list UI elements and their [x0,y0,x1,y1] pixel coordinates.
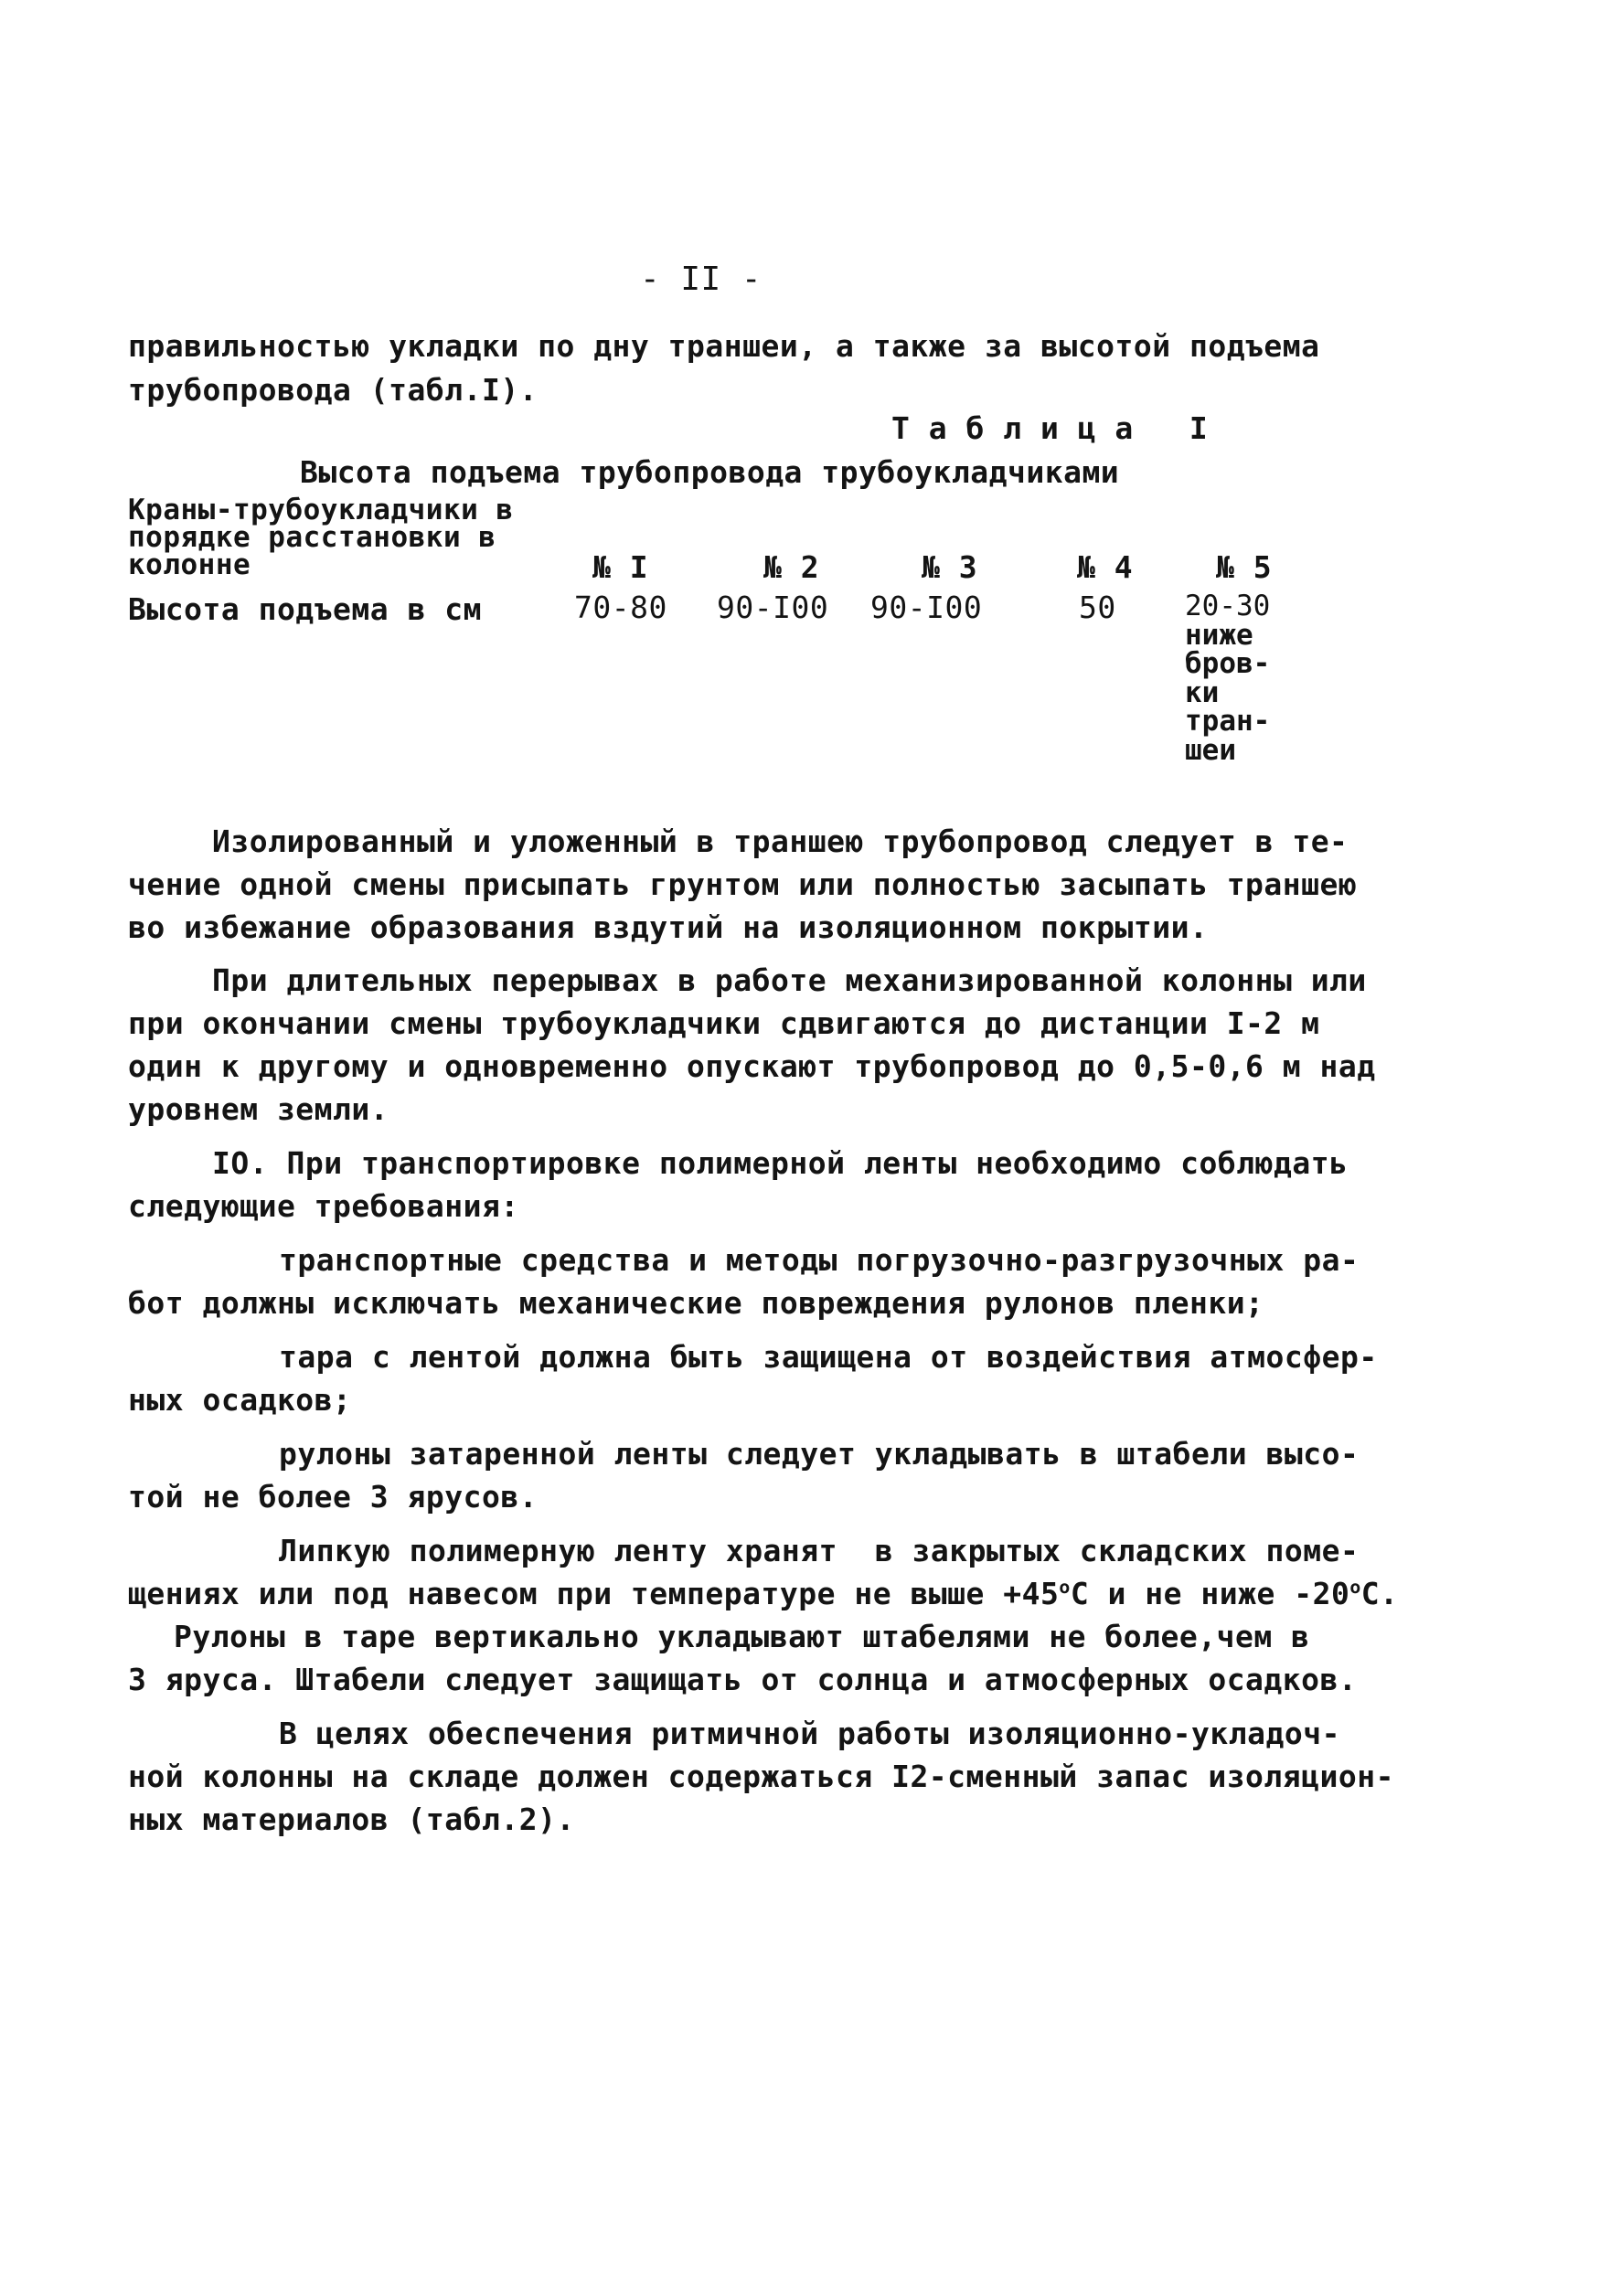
p4-line-2: бот должны исключать механические повреждения рулонов пленки; [128,1285,1264,1321]
value-col-5: 20-30 [1185,590,1271,622]
p7-line-4: 3 яруса. Штабели следует защищать от солнца и атмосферных осадков. [128,1662,1358,1697]
value-col-3: 90-I00 [870,590,983,625]
p1-line-2: чение одной смены присыпать грунтом или полностью засыпать траншею [128,866,1358,902]
value-col-4: 50 [1079,590,1116,625]
note-line-2: бров- [1185,647,1271,681]
p5-line-2: ных осадков; [128,1382,352,1418]
p2-line-4: уровнем земли. [128,1091,389,1127]
value-col-1: 70-80 [574,590,667,625]
p7-line-2-part-a: щениях или под навесом при температуре не выше +45 [128,1576,1060,1611]
row-header-height: Высота подъема в см [128,591,482,627]
note-line-1: ниже [1185,618,1253,652]
intro-line-2: трубопровода (табл.I). [128,372,539,408]
p7-line-3: Рулоны в таре вертикально укладывают штабелями не более,чем в [174,1619,1310,1654]
p8-line-3: ных материалов (табл.2). [128,1802,575,1837]
p7-line-1: Липкую полимерную ленту хранят в закрытых складских поме- [279,1533,1360,1568]
table-title: Высота подъема трубопровода трубоукладчиками [300,454,1120,490]
value-col-5-cell [1185,592,1313,766]
page-number: - II - [640,260,763,298]
p1-line-1: Изолированный и уложенный в траншею трубопровод следует в те- [212,824,1349,859]
note-line-5: шеи [1185,734,1236,768]
p8-line-2: ной колонны на складе должен содержаться I2-сменный запас изоляцион- [128,1759,1395,1794]
note-line-4: тран- [1185,705,1271,739]
value-col-2: 90-I00 [717,590,829,625]
table-label: Т а б л и ц а I [891,410,1209,446]
column-header-4: № 4 [1077,549,1134,585]
column-header-2: № 2 [763,549,820,585]
column-header-1: № I [592,549,649,585]
degree-sign-1: o [1059,1577,1071,1598]
intro-line-1: правильностью укладки по дну траншеи, а также за высотой подъема [128,328,1320,364]
row-header-cranes-line-3: колонне [128,548,251,581]
note-line-3: ки [1185,675,1220,709]
column-header-3: № 3 [922,549,978,585]
p2-line-1: При длительных перерывах в работе механизированной колонны или [212,962,1367,998]
p7-line-2 [128,1578,1399,1609]
p7-line-2-part-b: С и не ниже -20 [1070,1576,1350,1611]
p4-line-1: транспортные средства и методы погрузочно-разгрузочных ра- [279,1242,1360,1278]
p8-line-1: В целях обеспечения ритмичной работы изоляционно-укладоч- [279,1716,1340,1751]
column-header-5: № 5 [1216,549,1273,585]
degree-sign-2: o [1349,1577,1361,1598]
p2-line-2: при окончании смены трубоукладчики сдвигаются до дистанции I-2 м [128,1005,1320,1041]
p1-line-3: во избежание образования вздутий на изоляционном покрытии. [128,909,1209,945]
p7-line-2-part-c: С. [1360,1576,1399,1611]
p3-line-2: следующие требования: [128,1188,519,1224]
row-header-cranes-line-1: Краны-трубоукладчики в [128,494,514,526]
p6-line-1: рулоны затаренной ленты следует укладывать в штабели высо- [279,1436,1360,1472]
p5-line-1: тара с лентой должна быть защищена от воздействия атмосфер- [279,1339,1378,1375]
p6-line-2: той не более 3 ярусов. [128,1479,539,1515]
p3-line-1: IO. При транспортировке полимерной ленты необходимо соблюдать [212,1145,1349,1181]
row-header-cranes-line-2: порядке расстановки в [128,521,496,554]
p2-line-3: один к другому и одновременно опускают трубопровод до 0,5-0,6 м над [128,1048,1376,1084]
